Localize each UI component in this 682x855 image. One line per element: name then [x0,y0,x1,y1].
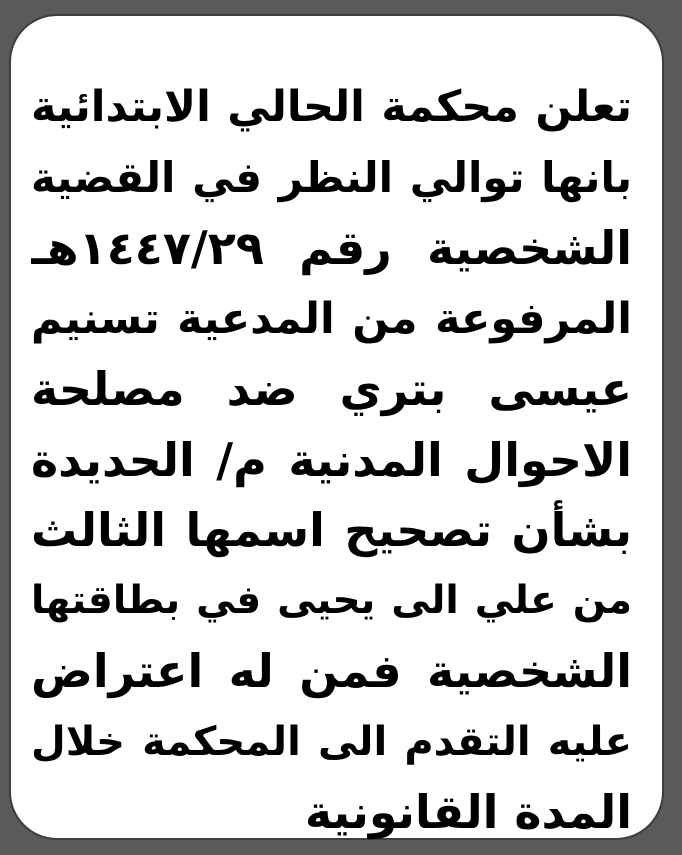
notice-line-8: من علي الى يحيى في بطاقتها [31,577,632,623]
notice-line-7: بشأن تصحيح اسمها الثالث [31,503,632,557]
notice-line-9: الشخصية فمن له اعتراض [31,644,632,698]
notice-frame [9,14,664,840]
notice-line-6: الاحوال المدنية م/ الحديدة [31,432,632,487]
notice-line-4: المرفوعة من المدعية تسنيم [31,293,632,344]
notice-text [31,72,632,848]
notice-line-2: بانها توالي النظر في القضية [31,152,632,202]
notice-line-10: عليه التقدم الى المحكمة خلال [31,718,632,765]
notice-line-1: تعلن محكمة الحالي الابتدائية [31,82,632,132]
notice-line-3: الشخصية رقم ١٤٤٧/٢٩هـ [31,221,632,275]
notice-line-11: المدة القانونية [304,785,632,839]
notice-line-5: عيسى بتري ضد مصلحة [31,362,632,416]
